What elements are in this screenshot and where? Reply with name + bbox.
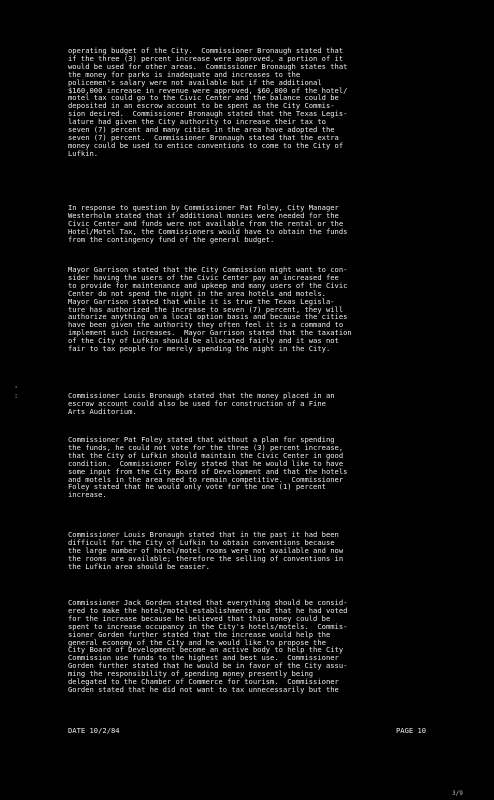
paragraph-mayor-garrison: Mayor Garrison stated that the City Commission might want to con- sider having the users of the Civic Center pay an increased fee to provide for maintenance and upkeep and many users of the Civic Center do not spend the night in the area hotels and motels. Mayor Garrison stated that while it is true the Texas Legisla- ture has authorized the increase to seven (7) percent, they will authorize anything on a local option basis and because the cities have been given the authority they often feel it is a command to implement such increases. Mayor Garrison stated that the taxation of the City of Lufkin should be allocated fairly and it was not fair to tax people for merely spending the night in the City. bbox=[68, 266, 352, 353]
paragraph-gorden-statement: Commissioner Jack Gorden stated that everything should be consid- ered to make the hotel/motel establishments and that he had voted for the increase because he believed that this money could be spent to increase occupancy in the City's hotels/motels. Commis- sioner Gorden further stated that the increase would help the general economy of the City and he would like to propose the City Board of Development become an active body to help the City Commission use funds to the highest and best use. Commissioner Gorden further stated that he would be in favor of the City assu- ming the responsibility of spending money presently being delegated to the Chamber of Commerce for tourism. Commissioner Gorden stated that he did not want to tax unnecessarily but the bbox=[68, 599, 348, 694]
paragraph-bronaugh-conventions: Commissioner Louis Bronaugh stated that in the past it had been difficult for the City of Lufkin to obtain conventions because the large number of hotel/motel rooms were not available and now the rooms are available; therefore the selling of conventions in the Lufkin area should be easier. bbox=[68, 531, 344, 571]
paragraph-city-manager-response: In response to question by Commissioner Pat Foley, City Manager Westerholm stated that if additional monies were needed for the Civic Center and funds were not available from the rental or the Hotel/Motel Tax, the Commissioners would have to obtain the funds from the contingency fund of the general budget. bbox=[68, 204, 348, 244]
paragraph-escrow-fine-arts: Commissioner Louis Bronaugh stated that the money placed in an escrow account could also be used for construction of a Fine Arts Auditorium. bbox=[68, 392, 335, 416]
footer-page-number: PAGE 10 bbox=[396, 726, 427, 735]
corner-mark: 3/9 bbox=[452, 790, 463, 797]
paragraph-operating-budget: operating budget of the City. Commissioner Bronaugh stated that if the three (3) percent increase were approved, a portion of it would be used for other areas. Commissioner Bronaugh states that the money for parks is inadequate and increases to the policemen's salary were not available but if the additional $160,000 increase in revenue were approved, $60,000 of the hotel/ motel tax could go to the Civic Center and the balance could be deposited in an escrow account to be spent as the City Commis- sion desired. Commissioner Bronaugh stated that the Texas Legis- lature had given the City authority to increase their tax to seven (7) percent and many cities in the area have adopted the seven (7) percent. Commissioner Bronaugh stated that the extra money could be used to entice conventions to come to the City of Lufkin. bbox=[68, 47, 348, 158]
margin-mark: ' : bbox=[14, 385, 19, 400]
footer-date: DATE 10/2/84 bbox=[68, 726, 120, 735]
paragraph-foley-plan: Commissioner Pat Foley stated that without a plan for spending the funds, he could not vote for the three (3) percent increase, that the City of Lufkin should maintain the Civic Center in good condition. Commissioner Foley stated that he would like to have some input from the City Board of Development and that the hotels and motels in the area need to remain competitive. Commissioner Foley stated that he would only vote for the one (1) percent increase. bbox=[68, 436, 348, 500]
